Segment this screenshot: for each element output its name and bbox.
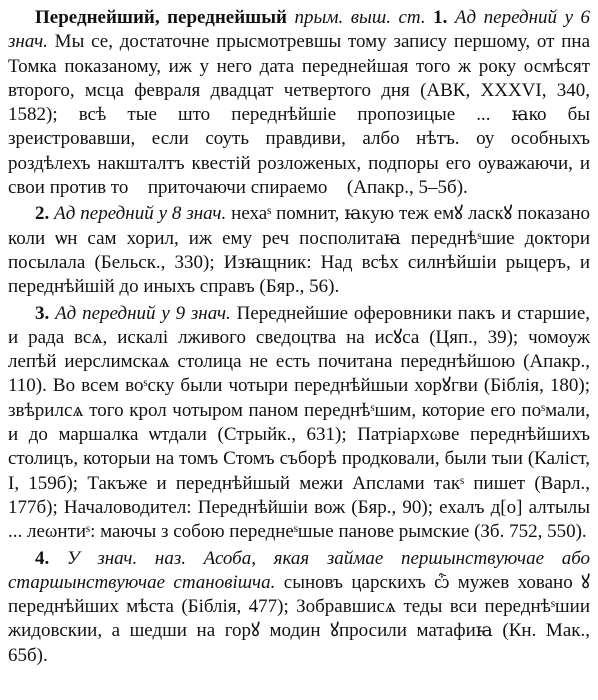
sense-1-number: 1. [433,7,448,28]
sense-4-text: сыновъ царскихъ ѽ мужев ховано ꙋ переднѣйших мѣста (Біблія, 477); Зобравшисѧ теды вси переднѣˢшии жидовскии, а шедши на горꙋ модин ꙋпросили матафиꙗ (Кн. Мак., 65б). [8,571,591,666]
sense-3-paragraph [8,302,590,545]
sense-2-number: 2. [35,203,50,225]
sense-1-label: Ад передний у 6 знач. [8,7,591,53]
headword: Переднейший, переднейшый [35,7,287,28]
sense-1-text: Мы се, достаточне прысмотревшы тому запису першому, от пна Томка показаному, иж у него дата переднейшая того ж року осмѣсят второго, мсца февраля двадцат четвертого дня (АВК, XXXVI, 340, 1582); всѣ тые што переднѣйшіе пропозицые ... ꙗко бы зреистровавши, если соуть правдиви, албо нѣтъ. оу особныхъ роздѣлехъ накшталтъ квестій розложеных, подпоры его оуважаючи, и свои против тоⷨ приточаючи спираемоⷭ (Апакр., 5–5б). [8,31,591,199]
sense-4-label: У знач. наз. Асоба, якая займае першынствуючае або старшынствуючае становішча. [8,547,590,593]
sense-4-number: 4. [35,547,50,569]
grammar-label: прым. выш. ст. [294,7,426,28]
sense-4-paragraph [8,547,590,668]
sense-3-text: Переднейшие оферовники пакъ и старшие, и рада всѧ, искалі лживого сведоцтва на исꙋса (Цяп., 39); чомоуж лепѣй иерслимскаѧ столица не есть почитана переднѣйшою (Апакр., 110). Во всем воˢску были чотыри переднѣйшыи хорꙋгви (Біблія, 180); звѣрилсѧ того крол чотыром паном переднѣˢшим, которие его поˢмали, и до маршалка ѡтдали (Стрыйк., 631); Патріархωве переднѣйшихъ столицъ, которыи на томъ Стомъ съборѣ продковали, были тыи (Каліст, I, 159б); Такъже и переднѣйшый межи Апслами такˢ пишет (Варл., 177б); Началоводител: Переднѣйшіи вож (Бяр., 90); ехалъ д[о] алтылы ... леωнтиˢ: маючы з собою переднеˢшые панове рымские (Зб. 752, 550). [8,302,591,543]
sense-2-label: Ад передний у 8 знач. [54,203,227,225]
sense-3-number: 3. [35,302,50,324]
sense-2-text: нехаˢ помнит, ꙗкую теж емꙋ ласкꙋ показано коли ѡн сам хорил, иж ему реч посполитаꙗ переднѣˢшие доктори посылала (Бельск., 330); Изꙗщник: Над всѣх силнѣйшіи рыцеръ, и переднѣйшій до иныхъ справъ (Бяр., 56). [8,203,591,298]
sense-1-paragraph [8,6,590,200]
sense-3-label: Ад передний у 9 знач. [55,302,231,324]
sense-2-paragraph [8,202,590,299]
